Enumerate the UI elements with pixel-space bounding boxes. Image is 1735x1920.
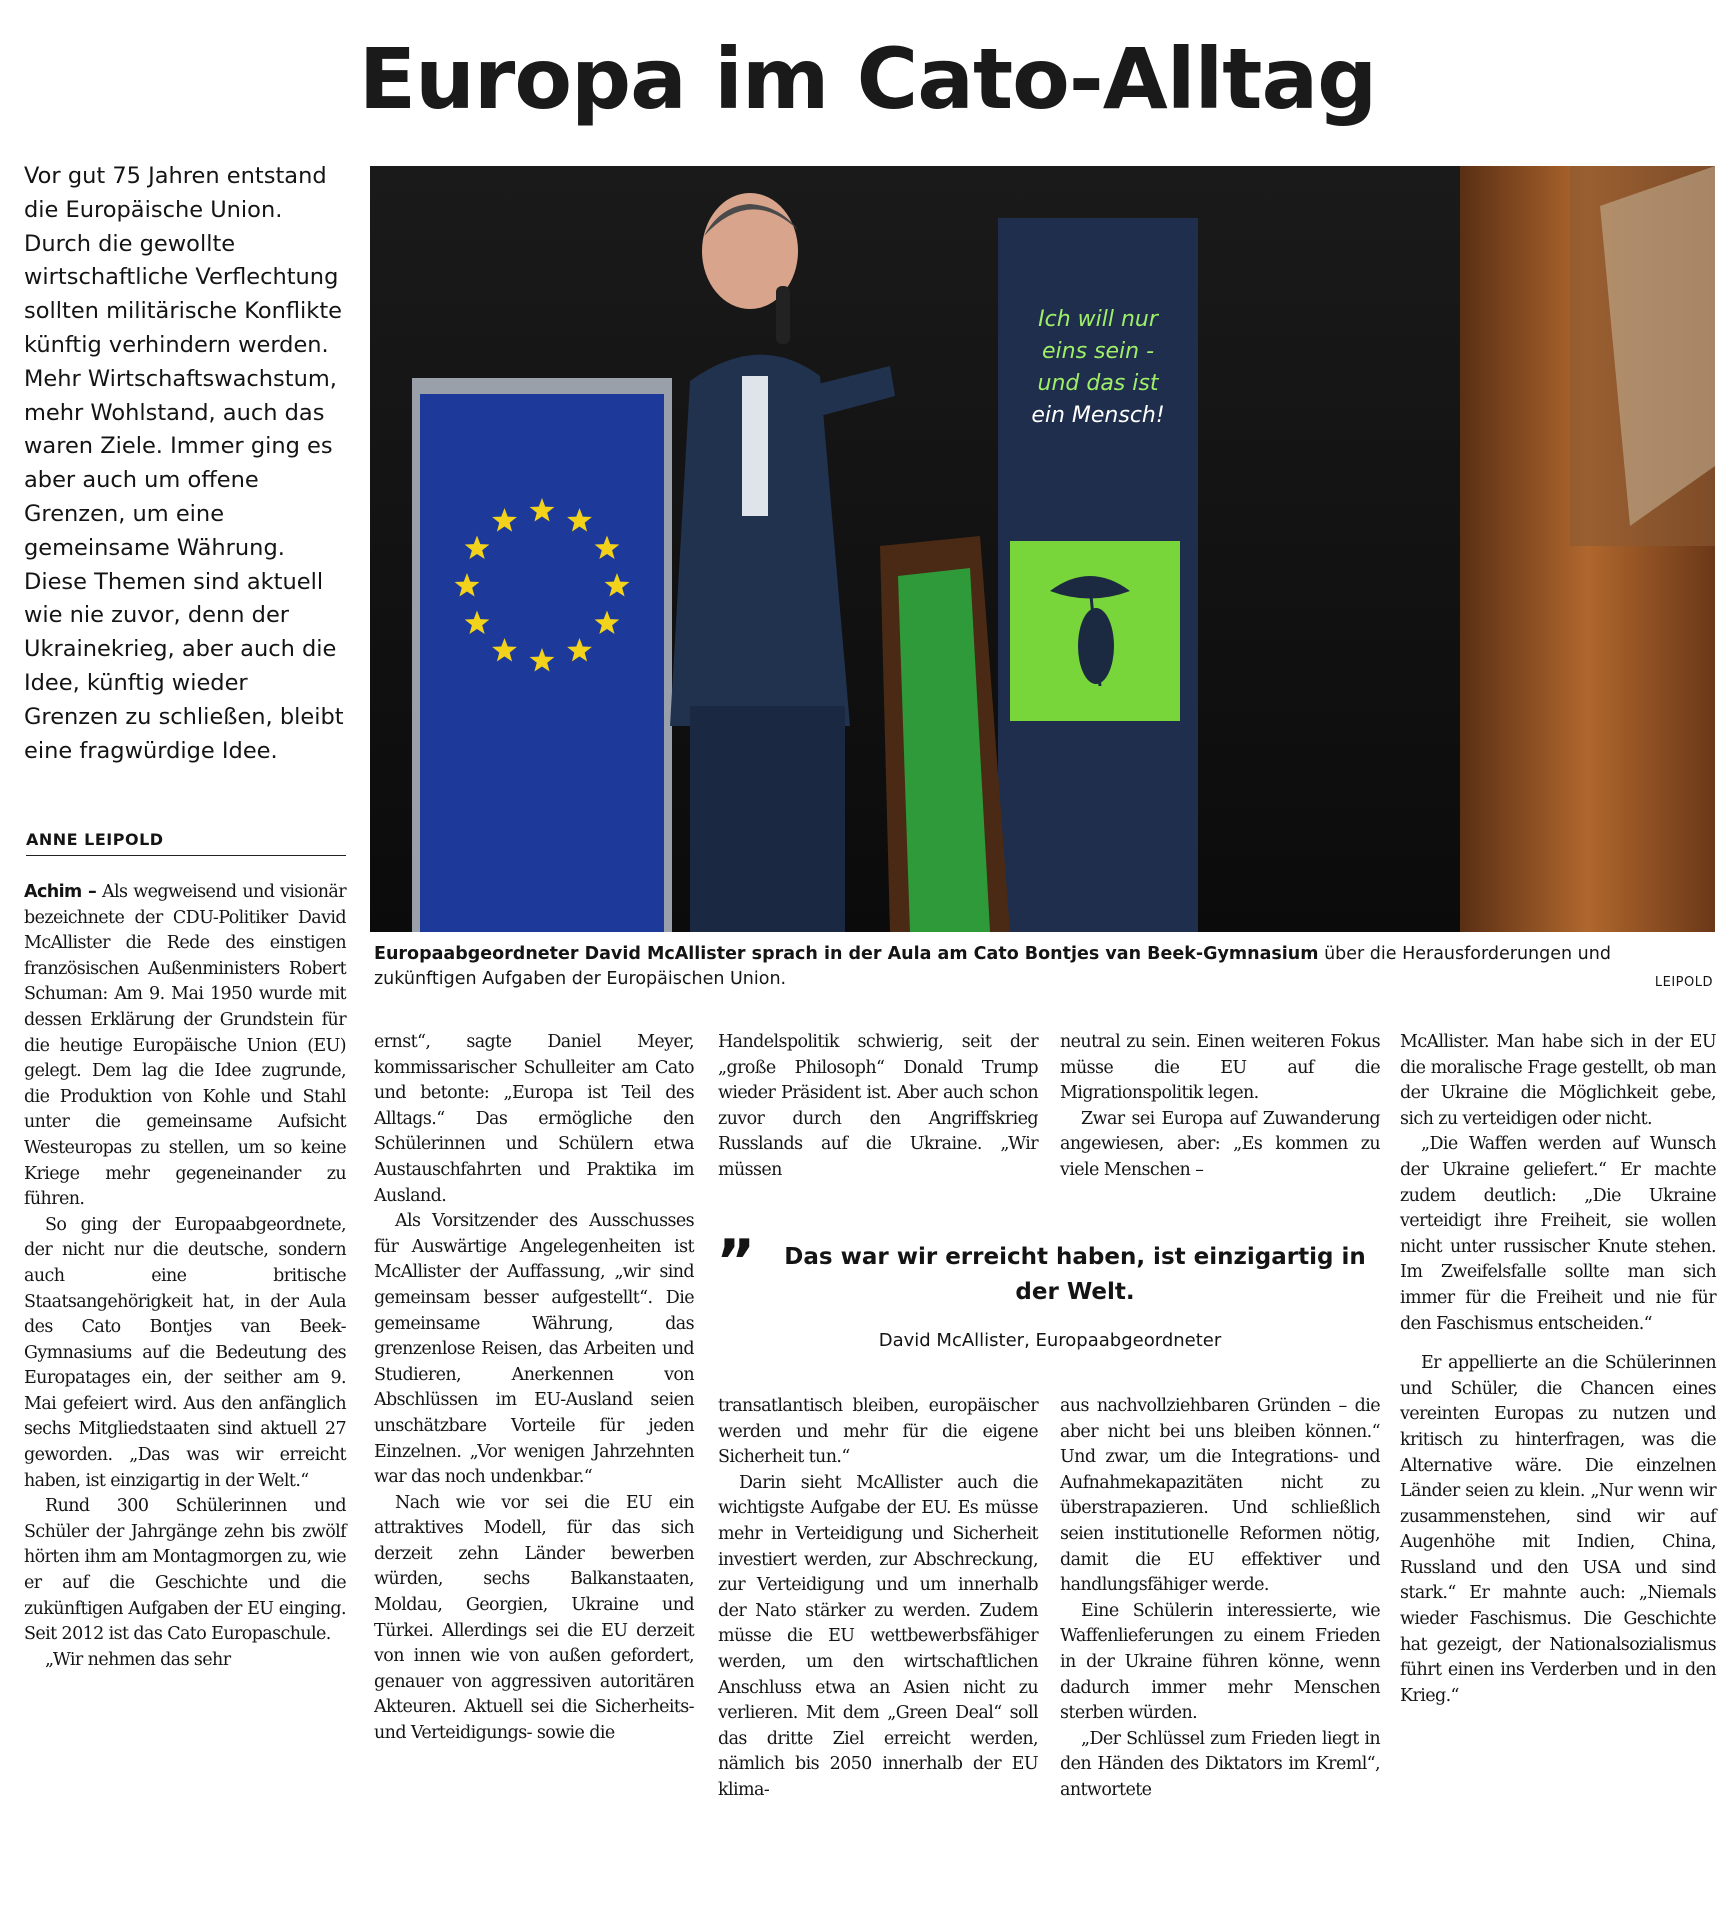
paragraph: Rund 300 Schülerinnen und Schüler der Jahrgänge zehn bis zwölf hörten ihm am Montagmorgen zu, wie er auf die Geschichte und die zukünftigen Aufgaben der EU einging. Seit 2012 ist das Cato Europaschule. <box>24 1496 346 1645</box>
paragraph: Er appellierte an die Schülerinnen und Schüler, die Chancen eines vereinten Europas zu nutzen und kritisch zu hinterfragen, was die Alternative wäre. Die einzelnen Länder seien zu klein. „Nur wenn wir zusammenstehen, sind wir auf Augenhöhe mit Indien, China, Russland und den USA und sind stark.“ Er mahnte auch: „Niemals wieder Faschismus. Die Geschichte hat gezeigt, der Nationalsozialismus führt einen ins Verderben und in den Krieg.“ <box>1400 1353 1716 1706</box>
paragraph: Handelspolitik schwierig, seit der „große Philosoph“ Donald Trump wieder Präsident ist. Aber auch schon zuvor durch den Angriffskrieg Russlands auf die Ukraine. „Wir müssen <box>718 1032 1038 1180</box>
paragraph: ernst“, sagte Daniel Meyer, kommissarischer Schulleiter am Cato und betonte: „Europa ist Teil des Alltags.“ Das ermögliche den Schülerinnen und Schülern etwa Austauschfahrten und Praktika im Ausland. <box>374 1032 694 1206</box>
paragraph: Als Vorsitzender des Ausschusses für Auswärtige Angelegenheiten ist McAllister der Auffassung, „wir sind gemeinsam besser aufgestellt“. Die gemeinsame Währung, das grenzenlose Reisen, das Arbeiten und Studieren, Anerkennen von Abschlüssen im EU-Ausland seien unschätzbare Vorteile für jeden Einzelnen. „Vor wenigen Jahrzehnten war das noch undenkbar.“ <box>374 1211 694 1488</box>
article-photo <box>370 166 1715 932</box>
pullquote-text: Das war wir erreicht haben, ist einzigartig in der Welt. <box>784 1244 1366 1305</box>
intro-text: Vor gut 75 Jahren entstand die Europäische Union. Durch die gewollte wirtschaftliche Verflechtung sollten militärische Konflikte künftig verhindern werden. Mehr Wirtschaftswachstum, mehr Wohlstand, auch das waren Ziele. Immer ging es aber auch um offene Grenzen, um eine gemeinsame Währung. Diese Themen sind aktuell wie nie zuvor, denn der Ukrainekrieg, aber auch die Idee, künftig wieder Grenzen zu schließen, bleibt eine fragwürdige Idee. <box>24 163 344 764</box>
banner-line-3: und das ist <box>1037 371 1159 396</box>
dateline: Achim – <box>24 882 97 902</box>
column-4-bottom <box>1060 1394 1380 1804</box>
paragraph: Zwar sei Europa auf Zuwanderung angewiesen, aber: „Es kommen zu viele Menschen – <box>1060 1108 1380 1180</box>
column-3-top <box>718 1030 1038 1184</box>
quote-mark: ” <box>716 1227 756 1297</box>
author-byline: ANNE LEIPOLD <box>26 830 346 856</box>
column-2 <box>374 1030 694 1747</box>
column-4-top <box>1060 1030 1380 1184</box>
column-1 <box>24 880 346 1673</box>
paragraph: Eine Schülerin interessierte, wie Waffenlieferungen zu einem Frieden in der Ukraine führen könne, wenn dadurch immer mehr Menschen sterben würden. <box>1060 1600 1380 1724</box>
paragraph: McAllister. Man habe sich in der EU die moralische Frage gestellt, ob man der Ukraine die Möglichkeit gebe, sich zu verteidigen oder nicht. <box>1400 1032 1716 1129</box>
paragraph: „Wir nehmen das sehr <box>45 1649 231 1670</box>
paragraph: „Der Schlüssel zum Frieden liegt in den Händen des Diktators im Kreml“, antwortete <box>1060 1728 1380 1800</box>
paragraph: Darin sieht McAllister auch die wichtigste Aufgabe der EU. Es müsse mehr in Verteidigung und Sicherheit investiert werden, zur Abschreckung, zur Verteidigung und um innerhalb der Nato stärker zu werden. Zudem müsse die EU wettbewerbsfähiger werden, um den wirtschaftlichen Anschluss etwa an Asien nicht zu verlieren. Mit dem „Green Deal“ soll das dritte Ziel erreicht werden, nämlich bis 2050 innerhalb der EU klima- <box>718 1472 1038 1800</box>
paragraph: Nach wie vor sei die EU ein attraktives Modell, für das sich derzeit zehn Länder bewerben würden, sechs Balkanstaaten, Moldau, Georgien, Ukraine und Türkei. Allerdings sei die EU derzeit von innen wie von außen gefordert, genauer von aggressiven autoritären Akteuren. Aktuell sei die Sicherheits- und Verteidigungs- sowie die <box>374 1492 694 1744</box>
column-3-bottom <box>718 1394 1038 1804</box>
photo-caption <box>374 942 1714 992</box>
paragraph: neutral zu sein. Einen weiteren Fokus müsse die EU auf die Migrationspolitik legen. <box>1060 1032 1380 1104</box>
paragraph: aus nachvollziehbaren Gründen – die aber nicht bei uns bleiben können.“ Und zwar, um die Integrations- und Aufnahmekapazitäten nicht zu überstrapazieren. Und schließlich seien institutionelle Reformen nötig, damit die EU effektiver und handlungsfähiger werde. <box>1060 1396 1380 1596</box>
banner-line-2: eins sein - <box>1041 339 1155 364</box>
headline: Europa im Cato-Alltag <box>358 30 1377 128</box>
column-5 <box>1400 1030 1716 1709</box>
paragraph: So ging der Europaabgeordnete, der nicht nur die deutsche, sondern auch eine britische Staatsangehörigkeit hat, in der Aula des Cato Bontjes van Beek-Gymnasiums auf die Bedeutung des Europatages ein, der seither am 9. Mai gefeiert wird. Aus den anfänglich sechs Mitgliedstaaten sind aktuell 27 geworden. „Das was wir erreicht haben, ist einzigartig in der Welt.“ <box>24 1214 346 1491</box>
banner-line-4: ein Mensch! <box>1031 403 1165 428</box>
banner-line-1: Ich will nur <box>1038 307 1158 332</box>
paragraph: Achim – Als wegweisend und visionär bezeichnete der CDU-Politiker David McAllister die Rede des einstigen französischen Außenministers Robert Schuman: Am 9. Mai 1950 wurde mit dessen Erklärung der Grundstein für die heutige Europäische Union (EU) gelegt. Dem lag die Idee zugrunde, die Produktion von Kohle und Stahl unter die gemeinsame Aufsicht Westeuropas zu stellen, um so keine Kriege mehr gegeneinander zu führen. <box>24 882 346 1210</box>
pullquote-source: David McAllister, Europaabgeordneter <box>878 1330 1222 1351</box>
photo-credit: LEIPOLD <box>1654 975 1713 990</box>
caption-bold: Europaabgeordneter David McAllister sprach in der Aula am Cato Bontjes van Beek-Gymnasium <box>374 944 1319 964</box>
caption-rest: über die Herausforderungen und zukünftigen Aufgaben der Europäischen Union. <box>374 944 1611 989</box>
paragraph: „Die Waffen werden auf Wunsch der Ukraine geliefert.“ Er machte zudem deutlich: „Die Ukraine verteidigt ihre Freiheit, sie wollen nicht unter russischer Knute stehen. Im Zweifelsfalle sollte man sich immer für die Freiheit und nie für den Faschismus entscheiden.“ <box>1400 1134 1716 1334</box>
paragraph: transatlantisch bleiben, europäischer werden und mehr für die eigene Sicherheit tun.“ <box>718 1396 1038 1468</box>
